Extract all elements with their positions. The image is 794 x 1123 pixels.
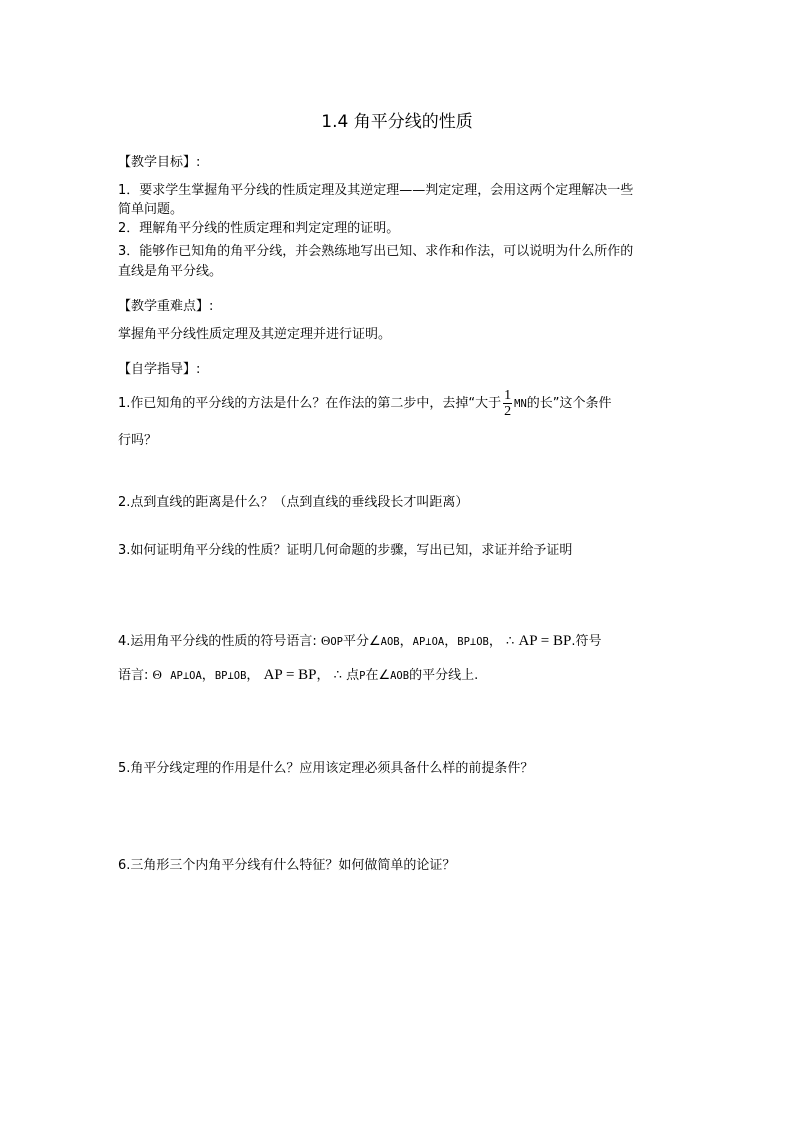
goals-heading: 【教学目标】: xyxy=(118,155,201,170)
page-title: 1.4 角平分线的性质 xyxy=(321,112,473,132)
q4-ap-perp-oa: AP⊥OA xyxy=(412,636,445,648)
question-3: 3.如何证明角平分线的性质？证明几何命题的步骤，写出已知，求证并给予证明 xyxy=(118,543,573,558)
q4-text-in-angle: 在∠ xyxy=(365,668,391,683)
question-4-line-2 xyxy=(118,664,478,687)
q4-comma-6: ， xyxy=(316,668,330,683)
q4-ap-equals-bp: AP = BP xyxy=(518,633,572,649)
segment-mn: MN xyxy=(514,398,527,410)
goal-3-line-2: 直线是角平分线。 xyxy=(118,264,223,279)
q4-var-aob-2: AOB xyxy=(390,670,410,682)
question-1-text-post: 的长”这个条件 xyxy=(526,396,612,411)
fraction-one-half xyxy=(503,388,512,419)
q4-text-bisector: 的平分线上. xyxy=(409,668,479,683)
question-1-line-2: 行吗？ xyxy=(118,433,158,448)
q4-comma-2: ， xyxy=(444,634,458,649)
goal-2: 2．理解角平分线的性质定理和判定定理的证明。 xyxy=(118,221,400,236)
q4-text-symbol: .符号 xyxy=(571,634,602,649)
question-2: 2.点到直线的距离是什么？（点到直线的垂线段长才叫距离） xyxy=(118,495,469,510)
goal-1-line-2: 简单问题。 xyxy=(118,202,184,217)
question-1-line-1 xyxy=(118,388,612,419)
goal-1-line-1: 1．要求学生掌握角平分线的性质定理及其逆定理——判定定理，会用这两个定理解决一些 xyxy=(118,183,634,198)
therefore-symbol-2: ∴ xyxy=(333,667,342,682)
because-symbol: Θ xyxy=(320,633,331,648)
question-6: 6.三角形三个内角平分线有什么特征？如何做简单的论证？ xyxy=(118,858,456,873)
q4-var-op: OP xyxy=(330,636,343,648)
goal-3-line-1: 3．能够作已知角的角平分线，并会熟练地写出已知、求作和作法，可以说明为什么所作的 xyxy=(118,244,634,259)
q4-text-point: 点 xyxy=(346,668,360,683)
q4-text-bisects: 平分∠ xyxy=(342,634,381,649)
q4-comma-5: ， xyxy=(246,668,260,683)
guide-heading: 【自学指导】: xyxy=(118,362,201,377)
q4-text-language: 语言: xyxy=(118,668,149,683)
key-points-text: 掌握角平分线性质定理及其逆定理并进行证明。 xyxy=(118,327,392,342)
q4-ap-perp-oa-2: AP⊥OA xyxy=(170,670,202,682)
q4-comma-4: ， xyxy=(201,668,215,683)
q4-ap-equals-bp-2: AP = BP xyxy=(263,667,317,683)
question-5: 5.角平分线定理的作用是什么？应用该定理必须具备什么样的前提条件？ xyxy=(118,761,534,776)
q4-text-1: 4.运用角平分线的性质的符号语言: xyxy=(118,634,317,649)
therefore-symbol: ∴ xyxy=(506,633,515,648)
q4-var-p: P xyxy=(359,670,366,682)
q4-var-aob: AOB xyxy=(380,636,400,648)
q4-comma-1: ， xyxy=(399,634,413,649)
q4-bp-perp-ob: BP⊥OB xyxy=(457,636,489,648)
q4-comma-3: ， xyxy=(488,634,502,649)
because-symbol-2: Θ xyxy=(152,667,162,682)
question-1-text-pre: 1.作已知角的平分线的方法是什么？在作法的第二步中，去掉“大于 xyxy=(118,396,502,411)
key-points-heading: 【教学重难点】: xyxy=(118,299,214,314)
q4-bp-perp-ob-2: BP⊥OB xyxy=(214,670,247,682)
fraction-numerator: 1 xyxy=(504,388,512,403)
fraction-denominator: 2 xyxy=(504,404,512,419)
question-4-line-1 xyxy=(118,630,602,653)
